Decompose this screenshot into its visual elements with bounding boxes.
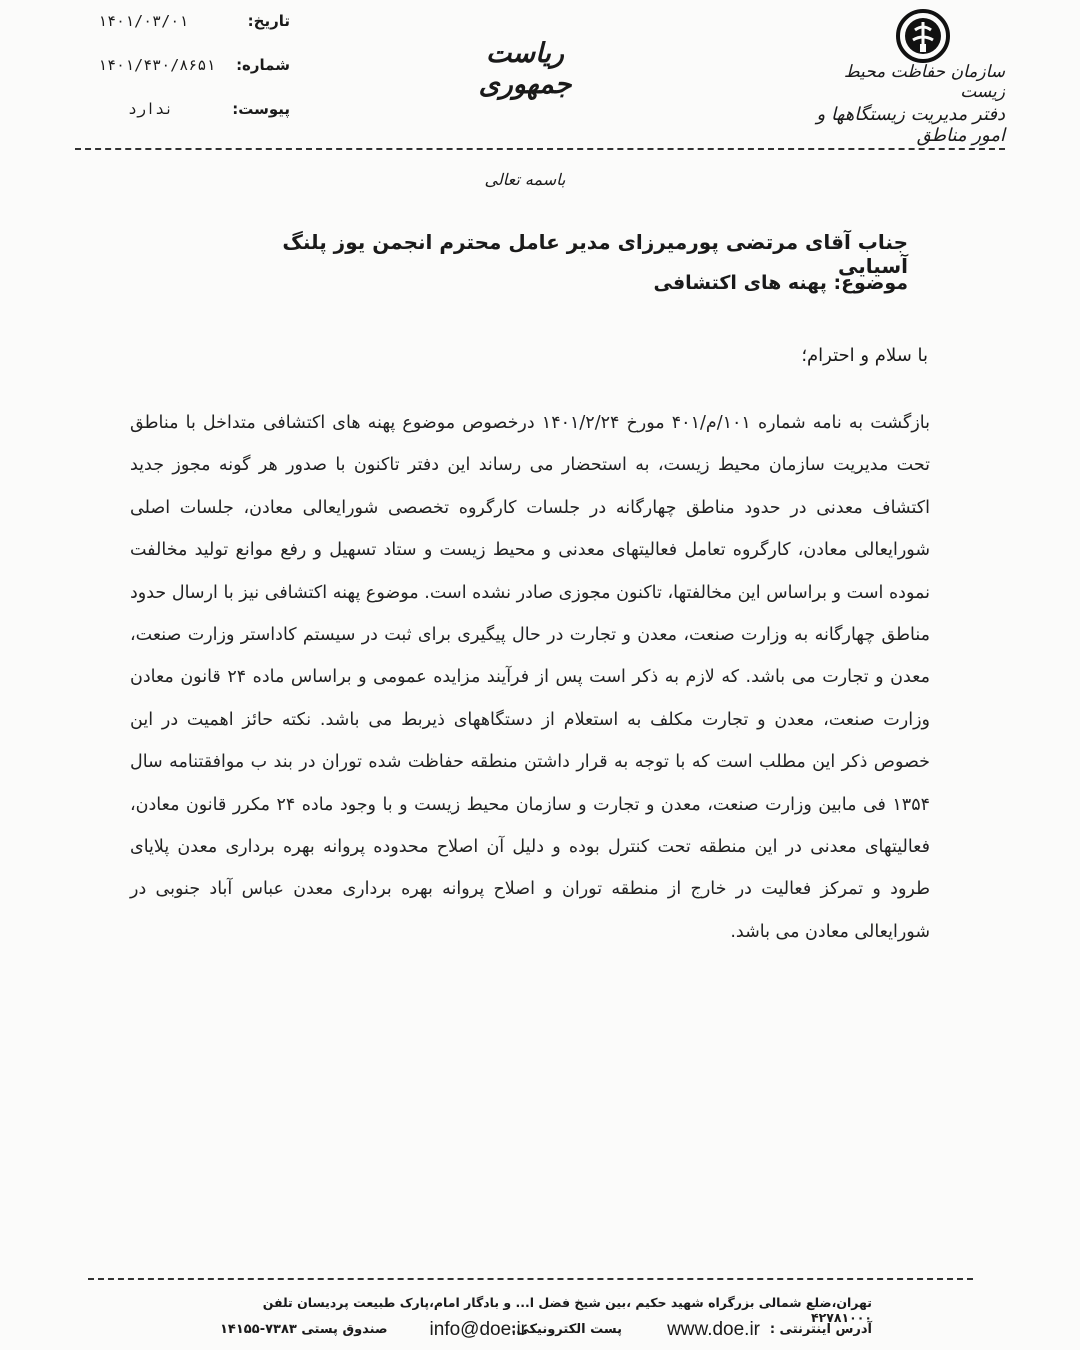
greeting: با سلام و احترام؛ — [801, 345, 928, 366]
email-label: پست الکترونیکی: — [511, 1322, 622, 1337]
po-box: صندوق پستی ۷۳۸۳-۱۴۱۵۵ — [220, 1322, 388, 1337]
date-value: ۱۴۰۱/۰۳/۰۱ — [98, 12, 189, 30]
attachment-label: پیوست: — [232, 100, 290, 118]
attachment-value: ندارد — [128, 100, 174, 118]
footer-divider — [88, 1278, 973, 1280]
doe-emblem-icon — [895, 8, 951, 64]
website-link[interactable]: www.doe.ir — [667, 1319, 760, 1340]
header-divider — [75, 148, 1005, 150]
org-name: سازمان حفاظت محیط زیست — [843, 62, 1005, 102]
letter-body: بازگشت به نامه شماره ۱۰۱/م/۴۰۱ مورخ ۱۴۰۱/۲/۲۴ درخصوص موضوع پهنه های اکتشافی متداخل با مناطق تحت مدیریت سازمان محیط زیست، به استحضار می رساند این دفتر تاکنون با صدور هر گونه مجوز جدید اکتشاف معدنی در حدود مناطق چهارگانه در جلسات کارگروه تخصصی شورایعالی معادن، جلسات اصلی شورایعالی معادن، کارگروه تعامل فعالیتهای معدنی و محیط زیست و ستاد تسهیل و رفع موانع تولید مخالفت نموده است و براساس این مخالفتها، تاکنون مجوزی صادر نشده است. موضوع پهنه اکتشافی نیز با ارسال حدود مناطق چهارگانه به وزارت صنعت، معدن و تجارت در حال پیگیری برای ثبت در سیستم کاداستر وزارت صنعت، معدن و تجارت می باشد. که لازم به ذکر است پس از فرآیند مزایده عمومی و براساس ماده ۲۴ قانون معادن وزارت صنعت، معدن و تجارت مکلف به استعلام از دستگاههای ذیربط می باشد. نکته حائز اهمیت در این خصوص ذکر این مطلب است که با توجه به قرار داشتن منطقه حفاظت شده توران در بند ب موافقتنامه سال ۱۳۵۴ فی مابین وزارت صنعت، معدن و تجارت و سازمان محیط زیست و با وجود ماده ۲۴ مکرر قانون معادن، فعالیتهای معدنی در این منطقه تحت کنترل بوده و دلیل آن اصلاح محدوده پروانه بهره برداری معدن پلایای طرود و تمرکز فعالیت در خارج از منطقه توران و اصلاح پروانه بهره برداری معدن عباس آباد جنوبی در شورایعالی معادن می باشد. — [130, 413, 930, 942]
invocation: باسمه تعالی — [484, 170, 566, 189]
number-label: شماره: — [236, 56, 290, 74]
number-value: ۱۴۰۱/۴۳۰/۸۶۵۱ — [98, 56, 216, 74]
presidency-title: ریاست جمهوری — [478, 38, 572, 100]
footer-address: تهران،ضلع شمالی بزرگراه شهید حکیم ،بین شیخ فضل ا... و بادگار امام،پارک طبیعت پردیسان تلفن ۴۲۷۸۱۰۰۰ — [262, 1295, 872, 1325]
date-label: تاریخ: — [247, 12, 290, 30]
footer-contacts — [220, 1319, 872, 1346]
email-link[interactable]: info@doe.ir — [429, 1319, 527, 1340]
addressee: جناب آقای مرتضی پورمیرزای مدیر عامل محترم انجمن یوز پلنگ آسیایی — [282, 230, 908, 278]
website-label: آدرس اینترنتی : — [769, 1322, 872, 1337]
office-name: دفتر مدیریت زیستگاهها و امور مناطق — [816, 104, 1005, 146]
subject-line: موضوع: پهنه های اکتشافی — [653, 272, 908, 294]
